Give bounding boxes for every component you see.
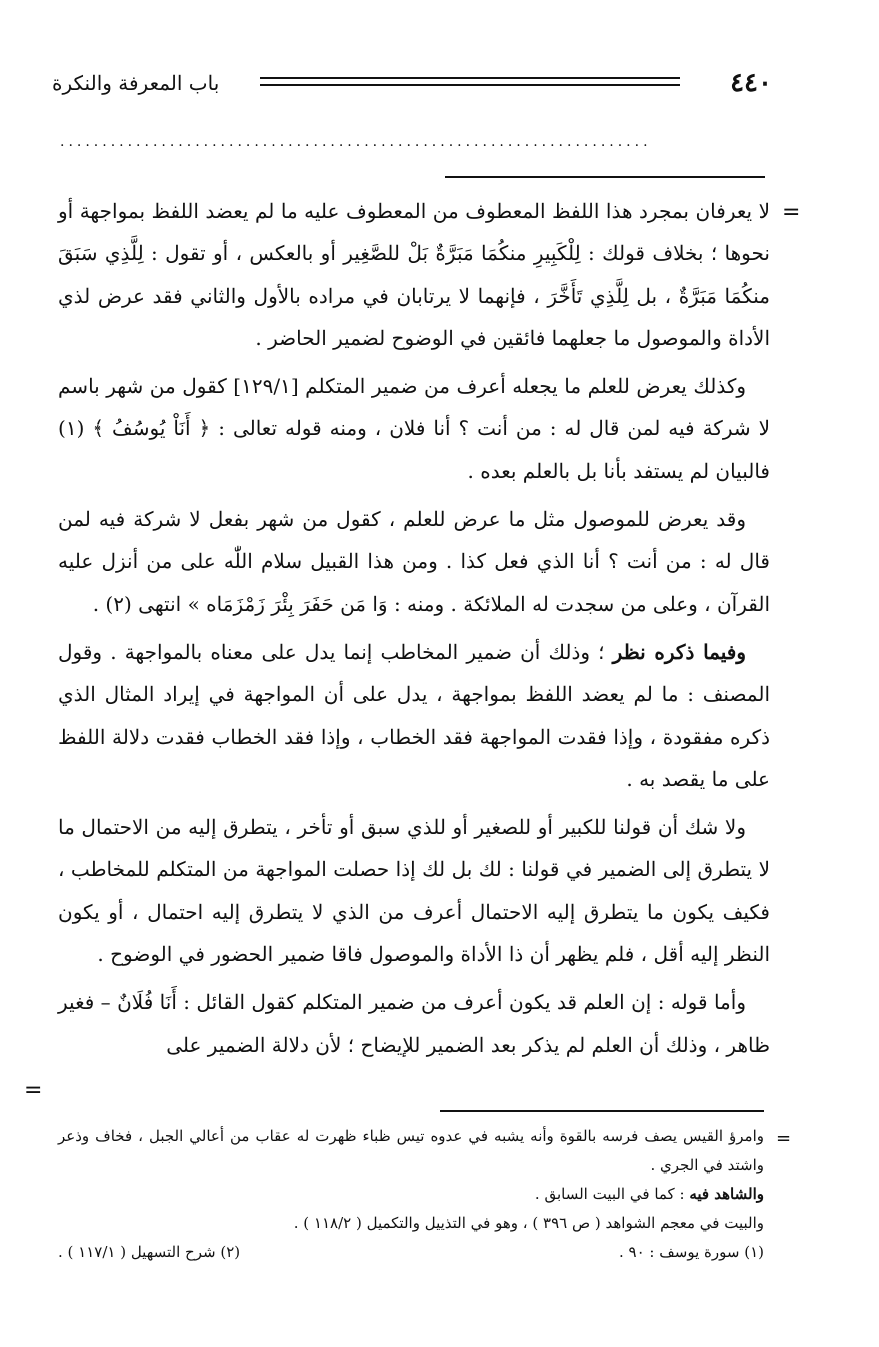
footnote-witness (58, 1180, 764, 1209)
footnote-continuation-mark: = (776, 1128, 792, 1149)
page-number: ٤٤٠ (730, 68, 772, 98)
bold-lead: وفيما ذكره نظر (612, 639, 746, 664)
footnote-continuation-text: وامرؤ القيس يصف فرسه بالقوة وأنه يشبه في عدوه تيس ظباء ظهرت له عقاب من أعالي الجبل ، فخاف وذعر واشتد في الجري . (58, 1127, 764, 1174)
page-header (52, 66, 772, 102)
running-title: باب المعرفة والنكرة (52, 71, 220, 95)
top-rule (445, 176, 765, 178)
paragraph-4-body: ؛ وذلك أن ضمير المخاطب إنما يدل على معناه بالمواجهة . وقول المصنف : ما لم يعضد اللفظ بمواجهة ، يدل على أن المواجهة في إيراد المثال الذي ذكره مفقودة ، وإذا فقدت المواجهة فقد الخطاب ، وإذا فقد الخطاب فقدت دلالة اللفظ على ما يقصد به . (58, 639, 770, 791)
dotted-separator: ...................................................................... (60, 134, 652, 150)
paragraph-5: ولا شك أن قولنا للكبير أو للصغير أو للذي سبق أو تأخر ، يتطرق إليه من الاحتمال ما لا يتطرق إلى الضمير في قولنا : لك بل لك إذا حصلت المواجهة من المتكلم للمخاطب ، فكيف يكون ما يتطرق إليه الاحتمال أعرف من الذي لا يتطرق إليه احتمال ، أو يكون النظر إليه أقل ، فلم يظهر أن ذا الأداة والموصول فاقا ضمير الحضور في الوضوح . (58, 815, 770, 967)
witness-label: والشاهد فيه (689, 1185, 764, 1203)
footnote-source: والبيت في معجم الشواهد ( ص ٣٩٦ ) ، وهو في التذييل والتكميل ( ١١٨/٢ ) . (293, 1214, 764, 1232)
footnote-rule (440, 1110, 764, 1112)
paragraph-1: لا يعرفان بمجرد هذا اللفظ المعطوف من المعطوف عليه ما لم يعضد اللفظ بمواجهة أو نحوها ؛ بخلاف قولك : لِلْكَبِيرِ منكُمَا مَبَرَّةٌ بَلْ للصَّغِير أو بالعكس ، أو تقول : لِلَّذِي سَبَقَ منكُمَا مَبَرَّةٌ ، بل لِلَّذِي تَأَخَّرَ ، فإنهما لا يرتابان في مراده بالأول والثاني فقد عرض لذي الأداة والموصول ما جعلهما فائقين في الوضوح لضمير الحاضر . (58, 199, 770, 350)
paragraph-2: وكذلك يعرض للعلم ما يجعله أعرف من ضمير المتكلم [١٢٩/١] كقول من شهر باسم لا شركة فيه لمن قال له : من أنت ؟ أنا فلان ، ومنه قوله تعالى : ﴿ أَنَاْ يُوسُفُ ﴾ (١) فالبيان لم يستفد بأنا بل بالعلم بعده . (58, 374, 770, 483)
footnotes (58, 1122, 764, 1267)
footnote-2: (٢) شرح التسهيل ( ١١٧/١ ) . (58, 1243, 241, 1261)
paragraph-3: وقد يعرض للموصول مثل ما عرض للعلم ، كقول من شهر بفعل لا شركة فيه لمن قال له : من أنت ؟ أنا الذي فعل كذا . ومن هذا القبيل سلام اللّٰه على من أنزل عليه القرآن ، وعلى من سجدت له الملائكة . ومنه : وَا مَن حَفَرَ بِئْرَ زَمْزَمَاه » انتهى (٢) . (58, 507, 770, 616)
header-double-rule (260, 77, 680, 86)
continuation-mark-start: = (782, 200, 801, 225)
continuation-mark-end: = (24, 1078, 43, 1103)
main-text (58, 190, 770, 1072)
paragraph-6: وأما قوله : إن العلم قد يكون أعرف من ضمير المتكلم كقول القائل : أَنَا فُلَانٌ – فغير ظاهر ، وذلك أن العلم لم يذكر بعد الضمير للإيضاح ؛ لأن دلالة الضمير على (58, 990, 770, 1057)
footnote-row (58, 1238, 764, 1267)
paragraph-4 (58, 631, 770, 800)
footnote-1: (١) سورة يوسف : ٩٠ . (618, 1243, 764, 1261)
witness-text: : كما في البيت السابق . (534, 1185, 685, 1203)
